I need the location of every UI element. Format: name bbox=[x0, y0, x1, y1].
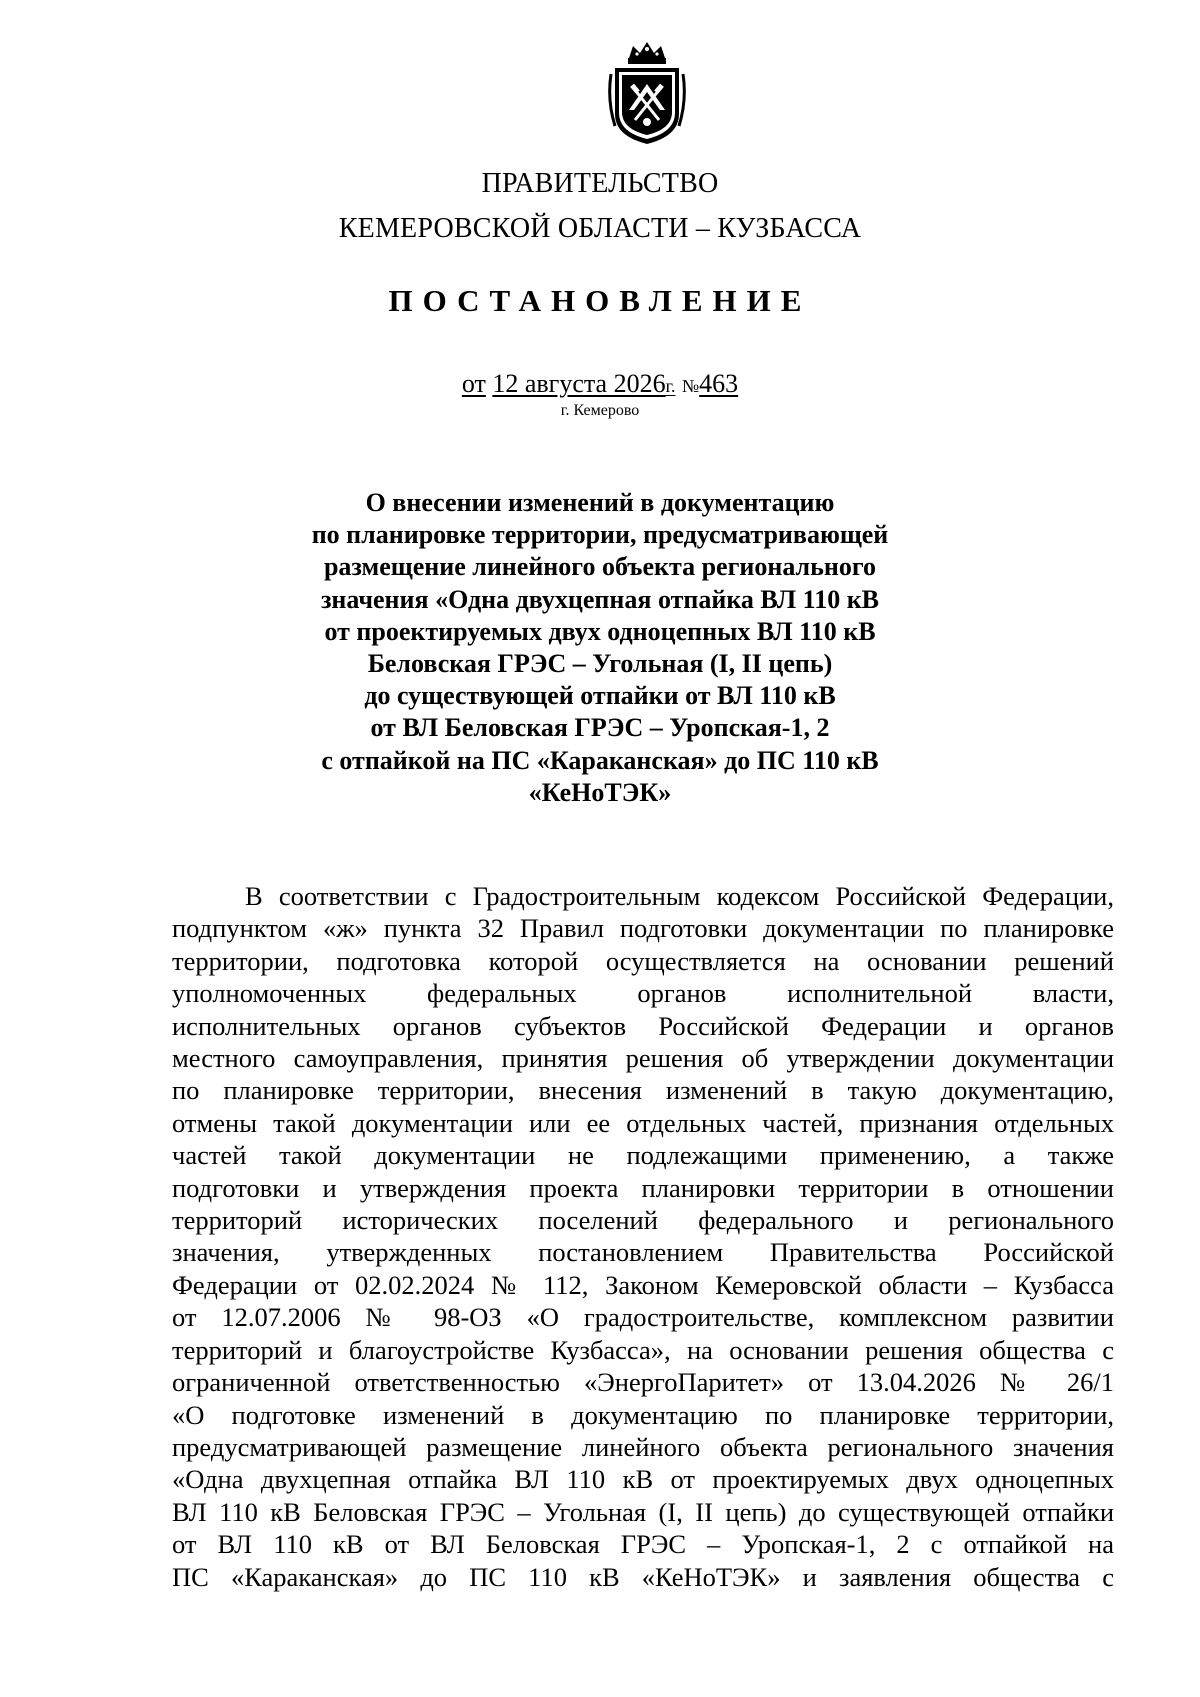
body-line: ПС «Караканская» до ПС 110 кВ «КеНоТЭК» и заявления общества с bbox=[172, 1561, 1114, 1592]
title-line: от ВЛ Беловская ГРЭС – Уропская-1, 2 bbox=[370, 713, 830, 743]
body-line: ВЛ 110 кВ Беловская ГРЭС – Угольная (I, II цепь) до существующей отпайки bbox=[172, 1496, 1114, 1527]
title-line: размещение линейного объекта регионального bbox=[323, 552, 877, 582]
body-line: подготовки и утверждения проекта планировки территории в отношении bbox=[172, 1172, 1114, 1203]
body-line: по планировке территории, внесения изменений в такую документацию, bbox=[172, 1075, 1114, 1106]
body-line: территории, подготовка которой осуществляется на основании решений bbox=[172, 945, 1114, 976]
coat-of-arms-kuzbass-icon bbox=[607, 40, 687, 146]
date-number-line bbox=[0, 369, 1200, 401]
body-line: «О подготовке изменений в документацию по планировке территории, bbox=[172, 1399, 1114, 1430]
year-suffix: г. bbox=[665, 376, 676, 396]
government-name-line2: КЕМЕРОВСКОЙ ОБЛАСТИ – КУЗБАССА bbox=[338, 213, 862, 244]
city-name: г. Кемерово bbox=[560, 402, 640, 419]
body-paragraph bbox=[172, 880, 1114, 1593]
resolution-title bbox=[0, 487, 1200, 809]
body-line: ограниченной ответственностью «ЭнергоПаритет» от 13.04.2026 № 26/1 bbox=[172, 1367, 1114, 1398]
body-line: территорий исторических поселений федерального и регионального bbox=[172, 1205, 1114, 1236]
body-line: Федерации от 02.02.2024 № 112, Законом Кемеровской области – Кузбасса bbox=[172, 1269, 1114, 1300]
body-line: отмены такой документации или ее отдельных частей, признания отдельных bbox=[172, 1107, 1114, 1138]
title-line: от проектируемых двух одноцепных ВЛ 110 кВ bbox=[324, 616, 876, 646]
body-line: местного самоуправления, принятия решения об утверждении документации bbox=[172, 1043, 1114, 1074]
document-type-heading: ПОСТАНОВЛЕНИЕ bbox=[388, 283, 812, 318]
body-line: значения, утвержденных постановлением Правительства Российской bbox=[172, 1237, 1114, 1268]
body-line: В соответствии с Градостроительным кодексом Российской Федерации, bbox=[245, 881, 1114, 911]
government-name-line1: ПРАВИТЕЛЬСТВО bbox=[481, 168, 719, 199]
body-line: от ВЛ 110 кВ от ВЛ Беловская ГРЭС – Уропская-1, 2 с отпайкой на bbox=[172, 1529, 1114, 1560]
body-line: уполномоченных федеральных органов исполнительной власти, bbox=[172, 978, 1114, 1009]
body-line: «Одна двухцепная отпайка ВЛ 110 кВ от проектируемых двух одноцепных bbox=[172, 1464, 1114, 1495]
document-number: 463 bbox=[699, 369, 739, 398]
document-date: 12 августа 2026 bbox=[492, 369, 666, 398]
title-line: «КеНоТЭК» bbox=[528, 777, 672, 807]
title-line: значения «Одна двухцепная отпайка ВЛ 110 кВ bbox=[320, 584, 880, 614]
body-line: подпунктом «ж» пункта 32 Правил подготовки документации по планировке bbox=[172, 913, 1114, 944]
date-prefix: от bbox=[461, 369, 486, 398]
title-line: по планировке территории, предусматривающей bbox=[311, 520, 889, 550]
body-line: частей такой документации не подлежащими применению, а также bbox=[172, 1140, 1114, 1171]
number-sign: № bbox=[681, 376, 700, 396]
body-line: от 12.07.2006 № 98-ОЗ «О градостроительстве, комплексном развитии bbox=[172, 1302, 1114, 1333]
title-line: до существующей отпайки от ВЛ 110 кВ bbox=[364, 681, 836, 711]
body-line: исполнительных органов субъектов Российской Федерации и органов bbox=[172, 1010, 1114, 1041]
title-line: Беловская ГРЭС – Угольная (I, II цепь) bbox=[367, 649, 833, 679]
title-line: О внесении изменений в документацию bbox=[365, 488, 835, 517]
title-line: с отпайкой на ПС «Караканская» до ПС 110 кВ bbox=[321, 745, 879, 775]
body-line: предусматривающей размещение линейного объекта регионального значения bbox=[172, 1431, 1114, 1462]
body-line: территорий и благоустройстве Кузбасса», на основании решения общества с bbox=[172, 1334, 1114, 1365]
